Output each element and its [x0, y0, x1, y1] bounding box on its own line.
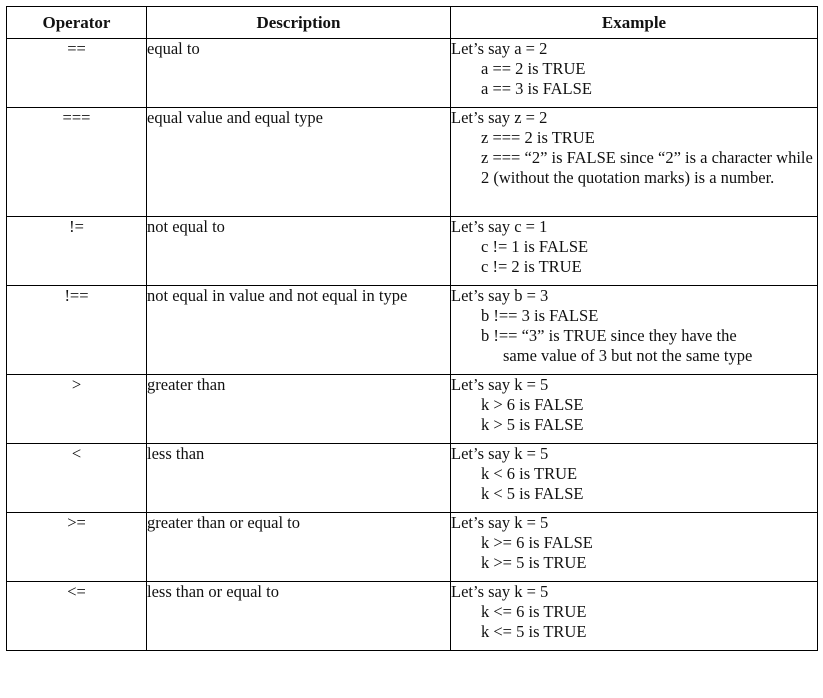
example-cell	[451, 217, 818, 286]
header-description: Description	[147, 7, 451, 39]
operator-cell: !==	[7, 286, 147, 375]
example-line: k > 6 is FALSE	[481, 395, 584, 414]
example-line: k >= 5 is TRUE	[481, 553, 587, 572]
example-line: k >= 6 is FALSE	[481, 533, 593, 552]
example-line: z === “2” is FALSE since “2” is a character while 2 (without the quotation marks) is a number.	[481, 148, 813, 187]
description-cell: equal value and equal type	[147, 108, 451, 217]
description-cell: equal to	[147, 39, 451, 108]
operator-cell: ==	[7, 39, 147, 108]
example-line: Let’s say k = 5	[451, 582, 549, 601]
example-line: Let’s say k = 5	[451, 375, 549, 394]
table-row	[7, 286, 818, 375]
description-cell: greater than	[147, 375, 451, 444]
example-line: Let’s say b = 3	[451, 286, 549, 305]
example-cell	[451, 286, 818, 375]
table-row	[7, 375, 818, 444]
example-line: same value of 3 but not the same type	[503, 346, 753, 365]
example-line: b !== 3 is FALSE	[481, 306, 599, 325]
operator-cell: >=	[7, 513, 147, 582]
example-cell	[451, 582, 818, 651]
example-cell	[451, 108, 818, 217]
example-line: k <= 5 is TRUE	[481, 622, 587, 641]
example-line: z === 2 is TRUE	[481, 128, 595, 147]
example-cell	[451, 39, 818, 108]
description-cell: not equal in value and not equal in type	[147, 286, 451, 375]
example-cell	[451, 375, 818, 444]
example-line: a == 3 is FALSE	[481, 79, 592, 98]
example-line: k > 5 is FALSE	[481, 415, 584, 434]
example-line: Let’s say z = 2	[451, 108, 548, 127]
description-cell: less than or equal to	[147, 582, 451, 651]
example-line: b !== “3” is TRUE since they have the	[481, 326, 737, 345]
description-cell: less than	[147, 444, 451, 513]
example-line: Let’s say k = 5	[451, 513, 549, 532]
example-line: Let’s say a = 2	[451, 39, 548, 58]
header-operator: Operator	[7, 7, 147, 39]
header-example: Example	[451, 7, 818, 39]
description-cell: not equal to	[147, 217, 451, 286]
example-line: c != 1 is FALSE	[481, 237, 589, 256]
example-line: Let’s say k = 5	[451, 444, 549, 463]
operator-cell: ===	[7, 108, 147, 217]
operator-cell: <=	[7, 582, 147, 651]
example-line: k < 5 is FALSE	[481, 484, 584, 503]
example-line: c != 2 is TRUE	[481, 257, 582, 276]
example-line: k <= 6 is TRUE	[481, 602, 587, 621]
comparison-operators-table	[6, 6, 818, 651]
operator-cell: !=	[7, 217, 147, 286]
table-row	[7, 108, 818, 217]
table-row	[7, 217, 818, 286]
example-line: a == 2 is TRUE	[481, 59, 586, 78]
description-cell: greater than or equal to	[147, 513, 451, 582]
operator-cell: <	[7, 444, 147, 513]
header-row	[7, 7, 818, 39]
operator-cell: >	[7, 375, 147, 444]
table-row	[7, 39, 818, 108]
table-row	[7, 444, 818, 513]
example-cell	[451, 513, 818, 582]
example-line: Let’s say c = 1	[451, 217, 548, 236]
table-row	[7, 582, 818, 651]
table-row	[7, 513, 818, 582]
example-line: k < 6 is TRUE	[481, 464, 578, 483]
example-cell	[451, 444, 818, 513]
